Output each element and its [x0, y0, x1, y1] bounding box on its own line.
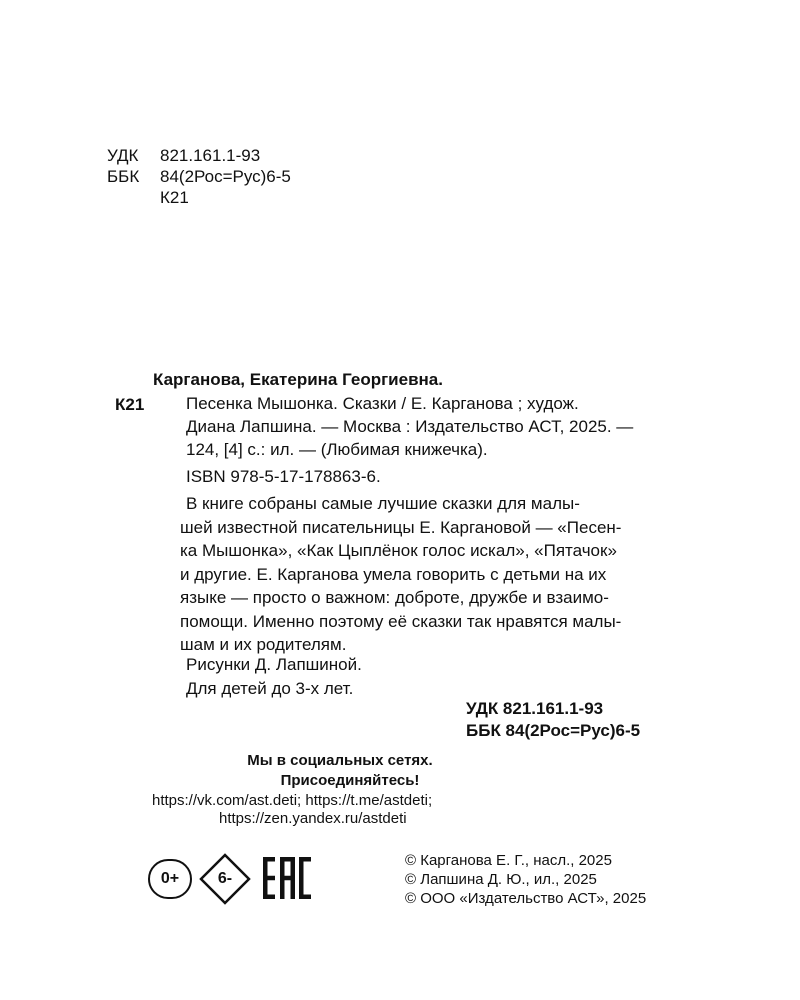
description-line: Диана Лапшина. — Москва : Издательство АСТ, 2025. — — [186, 417, 634, 436]
isbn: ISBN 978-5-17-178863-6. — [186, 467, 381, 486]
bottom-bbk: ББК 84(2Рос=Рус)6-5 — [466, 721, 641, 740]
annotation-line: шам и их родителям. — [180, 635, 347, 654]
age-rating-diamond-text: 6- — [217, 870, 233, 887]
annotation-line: В книге собраны самые лучшие сказки для малы- — [186, 494, 580, 513]
author-heading: Карганова, Екатерина Георгиевна. — [153, 370, 443, 389]
annotation-line: и другие. Е. Карганова умела говорить с детьми на их — [180, 564, 607, 584]
age-rating-diamond-icon — [199, 853, 251, 905]
illustrations-credit: Рисунки Д. Лапшиной. — [186, 655, 362, 674]
annotation — [180, 492, 700, 657]
social-title: Мы в социальных сетях. — [247, 752, 433, 769]
top-bbk-value: 84(2Рос=Рус)6-5 — [160, 167, 291, 186]
annotation-line: языке — просто о важном: доброте, дружбе и взаимо- — [180, 588, 609, 607]
top-bbk-label: ББК — [107, 167, 140, 186]
annotation-line: шей известной писательницы Е. Каргановой — «Песен- — [180, 517, 622, 537]
annotation-line: ка Мышонка», «Как Цыплёнок голос искал», «Пятачок» — [180, 541, 617, 560]
author-code-side: К21 — [115, 395, 145, 414]
description-line: Песенка Мышонка. Сказки / Е. Карганова ; худож. — [186, 394, 579, 413]
age-rating-circle-icon — [148, 859, 192, 899]
bottom-udk: УДК 821.161.1-93 — [466, 699, 604, 718]
copyright-line: © Лапшина Д. Ю., ил., 2025 — [405, 871, 597, 888]
copyright-line: © ООО «Издательство АСТ», 2025 — [405, 890, 647, 907]
age-note: Для детей до 3-х лет. — [186, 679, 354, 698]
social-link-zen[interactable]: https://zen.yandex.ru/astdeti — [219, 810, 407, 827]
copyright-line: © Карганова Е. Г., насл., 2025 — [405, 852, 612, 869]
age-rating-circle-text: 0+ — [160, 870, 180, 887]
social-join: Присоединяйтесь! — [280, 772, 420, 789]
top-udk-value: 821.161.1-93 — [160, 146, 261, 165]
description-line: 124, [4] с.: ил. — (Любимая книжечка). — [186, 440, 488, 459]
social-links[interactable]: https://vk.com/ast.deti; https://t.me/astdeti; — [152, 792, 433, 809]
top-author-code: К21 — [160, 188, 189, 207]
top-udk-label: УДК — [107, 146, 139, 165]
annotation-line: помощи. Именно поэтому её сказки так нравятся малы- — [180, 611, 622, 631]
eac-conformity-icon — [263, 857, 311, 899]
